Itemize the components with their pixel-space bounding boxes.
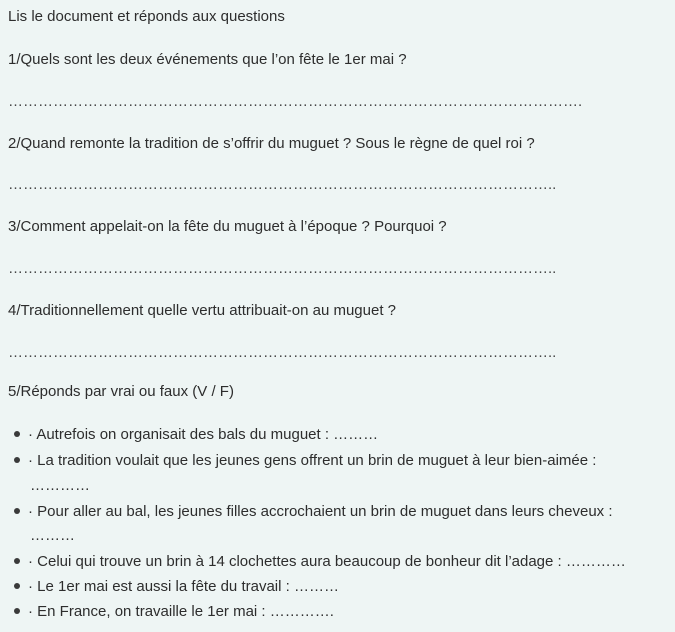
question-5-title: 5/Réponds par vrai ou faux (V / F): [8, 383, 234, 400]
statement-3-answer: ………: [30, 527, 75, 544]
answer-line-3: ………………………………………………………………………………………………..: [8, 260, 557, 277]
statement-text: · Celui qui trouve un brin à 14 clochettes aura beaucoup de bonheur dit l’adage : …………: [28, 553, 626, 570]
answer-line-2: ………………………………………………………………………………………………..: [8, 176, 557, 193]
statement-text: · En France, on travaille le 1er mai : ………….: [28, 603, 334, 620]
answer-line-4: ………………………………………………………………………………………………..: [8, 344, 557, 361]
bullet-icon: [14, 431, 20, 437]
bullet-icon: [14, 583, 20, 589]
statement-text: · Autrefois on organisait des bals du muguet : ………: [28, 426, 379, 443]
statement-text: · La tradition voulait que les jeunes gens offrent un brin de muguet à leur bien-aimée :: [28, 452, 597, 469]
statement-1: [14, 426, 378, 443]
statement-2-answer: …………: [30, 477, 90, 494]
statement-text: · Pour aller au bal, les jeunes filles accrochaient un brin de muguet dans leurs cheveux :: [28, 503, 613, 520]
statement-6: [14, 603, 334, 620]
question-3: 3/Comment appelait-on la fête du muguet à l’époque ? Pourquoi ?: [8, 218, 447, 235]
statement-text: · Le 1er mai est aussi la fête du travail : ………: [28, 578, 339, 595]
question-1: 1/Quels sont les deux événements que l’on fête le 1er mai ?: [8, 51, 407, 68]
statement-4: [14, 553, 626, 570]
question-2: 2/Quand remonte la tradition de s’offrir du muguet ? Sous le règne de quel roi ?: [8, 135, 535, 152]
instructions: Lis le document et réponds aux questions: [8, 8, 285, 25]
statement-5: [14, 578, 339, 595]
bullet-icon: [14, 558, 20, 564]
question-4: 4/Traditionnellement quelle vertu attribuait-on au muguet ?: [8, 302, 397, 319]
answer-line-1: …………………………………………………………………………………………………….: [8, 93, 583, 110]
bullet-icon: [14, 508, 20, 514]
bullet-icon: [14, 457, 20, 463]
bullet-icon: [14, 608, 20, 614]
statement-3: [14, 503, 613, 520]
statement-2: [14, 452, 596, 469]
